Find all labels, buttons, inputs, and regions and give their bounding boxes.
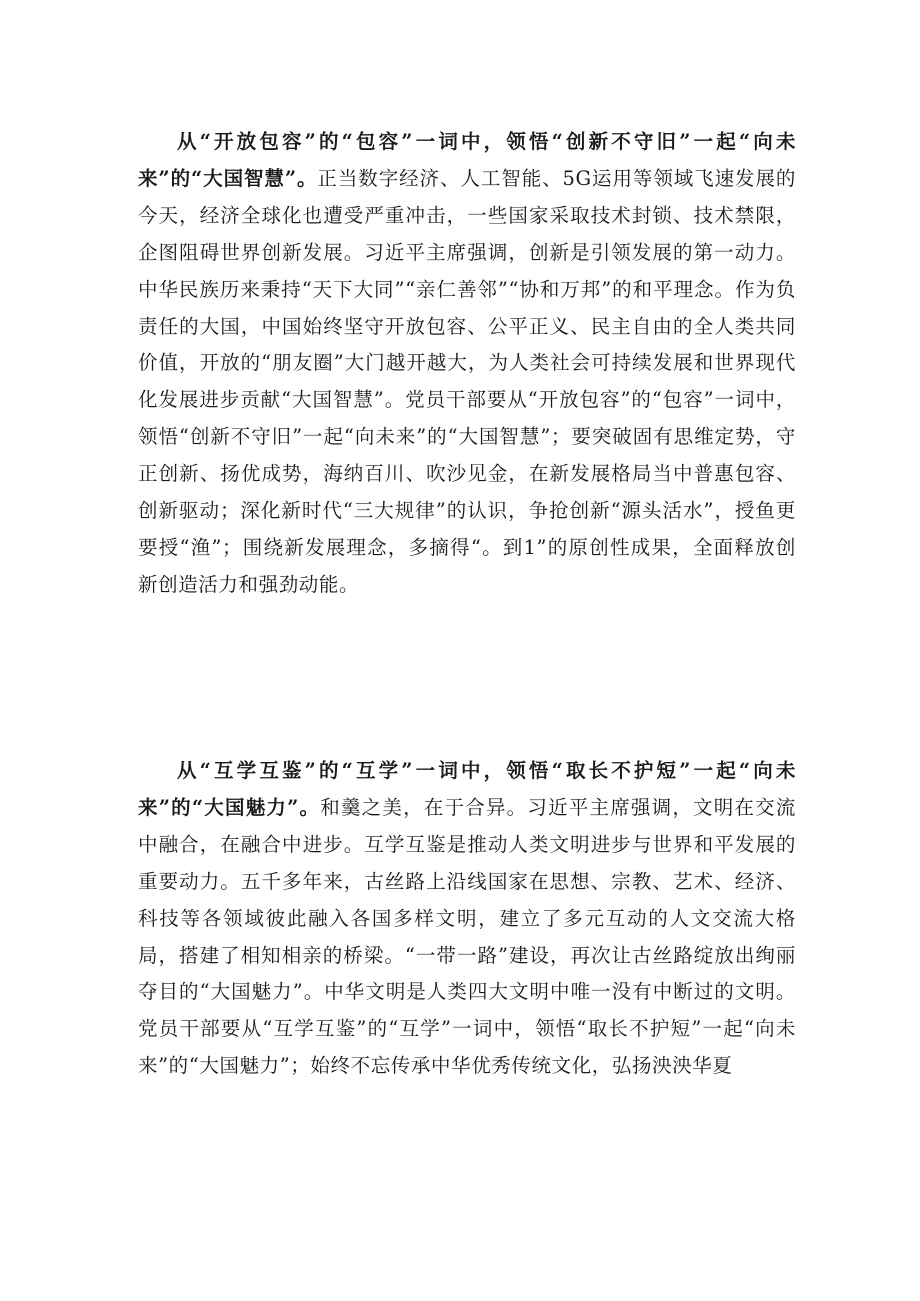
paragraph-lead-heading: 从“开放包容”的“包容”一词中，领悟“创新不守旧”一起“向未来”的“大国智慧”。 <box>138 130 796 190</box>
paragraph-mutual-learning <box>138 753 796 1085</box>
paragraph-body-text: 和羹之美，在于合异。习近平主席强调，文明在交流中融合，在融合中进步。互学互鉴是推动人类文明进步与世界和平发展的重要动力。五千多年来，古丝路上沿线国家在思想、宗教、艺术、经济、科技等各领域彼此融入各国多样文明，建立了多元互动的人文交流大格局，搭建了相知相亲的桥梁。“一带一路”建设，再次让古丝路绽放出绚丽夺目的“大国魅力”。中华文明是人类四大文明中唯一没有中断过的文明。党员干部要从“互学互鉴”的“互学”一词中，领悟“取长不护短”一起“向未来”的“大国魅力”；始终不忘传承中华优秀传统文化，弘扬泱泱华夏 <box>138 795 796 1078</box>
paragraph-open-inclusive <box>138 124 796 604</box>
paragraph-lead-heading: 从“互学互鉴”的“互学”一词中，领悟“取长不护短”一起“向未来”的“大国魅力”。 <box>138 759 796 819</box>
paragraph-body-text: 正当数字经济、人工智能、5G运用等领域飞速发展的今天，经济全球化也遭受严重冲击，一些国家采取技术封锁、技术禁限，企图阻碍世界创新发展。习近平主席强调，创新是引领发展的第一动力。中华民族历来秉持“天下大同”“亲仁善邻”“协和万邦”的和平理念。作为负责任的大国，中国始终坚守开放包容、公平正义、民主自由的全人类共同价值，开放的“朋友圈”大门越开越大，为人类社会可持续发展和世界现代化发展进步贡献“大国智慧”。党员干部要从“开放包容”的“包容”一词中，领悟“创新不守旧”一起“向未来”的“大国智慧”；要突破固有思维定势，守正创新、扬优成势，海纳百川、吹沙见金，在新发展格局当中普惠包容、创新驱动；深化新时代“三大规律”的认识，争抢创新“源头活水”，授鱼更要授“渔”；围绕新发展理念，多摘得“。到1”的原创性成果，全面释放创新创造活力和强劲动能。 <box>138 166 796 596</box>
